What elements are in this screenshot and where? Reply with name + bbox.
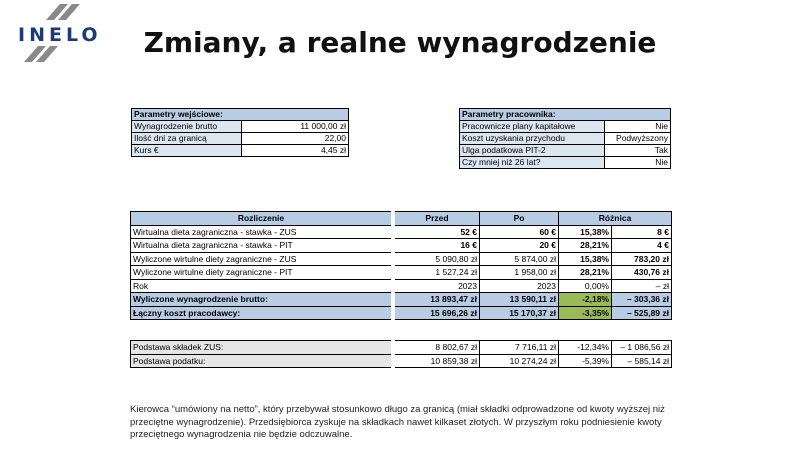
param-value: 22,00 — [242, 133, 349, 145]
col-header-diff: Różnica — [559, 212, 672, 226]
table-row — [131, 279, 672, 293]
after-value: 5 874,00 zł — [480, 252, 559, 266]
after-value: 20 € — [480, 239, 559, 253]
diff-pct: 15,38% — [559, 252, 612, 266]
row-label: Wyliczone wirtulne diety zagraniczne - PIT — [131, 266, 394, 280]
diff-abs: 783,20 zł — [612, 252, 672, 266]
before-value: 2023 — [393, 279, 480, 293]
before-value: 15 696,26 zł — [393, 306, 480, 320]
diff-abs: – 525,89 zł — [612, 306, 672, 320]
table-row — [131, 341, 672, 355]
row-label: Podstawa składek ZUS: — [131, 341, 394, 355]
row-label: Podstawa podatku: — [131, 354, 394, 368]
diff-pct: -3,35% — [559, 306, 612, 320]
after-value: 15 170,37 zł — [480, 306, 559, 320]
after-value: 13 590,11 zł — [480, 293, 559, 307]
param-value: 11 000,00 zł — [242, 121, 349, 133]
diff-abs: 430,76 zł — [612, 266, 672, 280]
bases-table — [130, 340, 672, 368]
table-row — [132, 145, 349, 157]
after-value: 2023 — [480, 279, 559, 293]
param-label: Koszt uzyskania przychodu — [460, 133, 605, 145]
logo-text: INELO — [18, 24, 102, 46]
before-value: 13 893,47 zł — [393, 293, 480, 307]
table-row — [460, 145, 671, 157]
diff-abs: 8 € — [612, 225, 672, 239]
col-header-before: Przed — [393, 212, 480, 226]
diff-abs: – zł — [612, 279, 672, 293]
settlement-table — [130, 211, 672, 320]
after-value: 7 716,11 zł — [480, 341, 559, 355]
table-header-row — [131, 212, 672, 226]
row-label: Wyliczone wynagrodzenie brutto: — [131, 293, 394, 307]
after-value: 1 958,00 zł — [480, 266, 559, 280]
row-label: Wirtualna dieta zagraniczna - stawka - PIT — [131, 239, 394, 253]
table-row — [131, 266, 672, 280]
row-label: Wirtualna dieta zagraniczna - stawka - ZUS — [131, 225, 394, 239]
diff-pct: -5,39% — [559, 354, 612, 368]
table-row — [131, 293, 672, 307]
param-label: Kurs € — [132, 145, 242, 157]
diff-pct: 0,00% — [559, 279, 612, 293]
param-label: Ilość dni za granicą — [132, 133, 242, 145]
param-value: Nie — [605, 157, 671, 169]
table-row — [460, 133, 671, 145]
table-row — [131, 225, 672, 239]
employee-params-header: Parametry pracownika: — [460, 109, 671, 121]
employee-params-table — [459, 108, 671, 169]
param-value: Nie — [605, 121, 671, 133]
input-params-table — [131, 108, 349, 157]
diff-pct: 28,21% — [559, 239, 612, 253]
param-label: Wynagrodzenie brutto — [132, 121, 242, 133]
table-row — [131, 239, 672, 253]
table-row — [132, 121, 349, 133]
table-row — [132, 133, 349, 145]
diff-abs: – 585,14 zł — [612, 354, 672, 368]
col-header-settlement: Rozliczenie — [131, 212, 394, 226]
diff-pct: 28,21% — [559, 266, 612, 280]
param-value: Podwyższony — [605, 133, 671, 145]
diff-abs: 4 € — [612, 239, 672, 253]
param-value: 4,45 zł — [242, 145, 349, 157]
param-value: Tak — [605, 145, 671, 157]
diff-pct: -2,18% — [559, 293, 612, 307]
table-row — [131, 252, 672, 266]
row-label: Rok — [131, 279, 394, 293]
table-row — [131, 306, 672, 320]
param-label: Pracownicze plany kapitałowe — [460, 121, 605, 133]
before-value: 5 090,80 zł — [393, 252, 480, 266]
before-value: 16 € — [393, 239, 480, 253]
param-label: Ulga podatkowa PIT-2 — [460, 145, 605, 157]
after-value: 10 274,24 zł — [480, 354, 559, 368]
after-value: 60 € — [480, 225, 559, 239]
table-row — [131, 354, 672, 368]
diff-pct: 15,38% — [559, 225, 612, 239]
description-text: Kierowca “umówiony na netto”, który przebywał stosunkowo długo za granicą (miał składki odprowadzone od kwoty wyższej niż przeciętne wynagrodzenie). Przedsiębiorca zyskuje na składkach nawet kilkaset złotych. W przyszłym roku podniesienie kwoty przeciętnego wynagrodzenia nie będzie odczuwalne. — [130, 404, 665, 440]
table-row — [460, 157, 671, 169]
param-label: Czy mniej niż 26 lat? — [460, 157, 605, 169]
diff-pct: -12,34% — [559, 341, 612, 355]
table-row — [460, 121, 671, 133]
before-value: 1 527,24 zł — [393, 266, 480, 280]
col-header-after: Po — [480, 212, 559, 226]
page-title: Zmiany, a realne wynagrodzenie — [143, 26, 657, 59]
before-value: 52 € — [393, 225, 480, 239]
before-value: 10 859,38 zł — [393, 354, 480, 368]
row-label: Wyliczone wirtulne diety zagraniczne - ZUS — [131, 252, 394, 266]
input-params-header: Parametry wejściowe: — [132, 109, 349, 121]
diff-abs: – 1 086,56 zł — [612, 341, 672, 355]
before-value: 8 802,67 zł — [393, 341, 480, 355]
row-label: Łączny koszt pracodawcy: — [131, 306, 394, 320]
diff-abs: – 303,36 zł — [612, 293, 672, 307]
